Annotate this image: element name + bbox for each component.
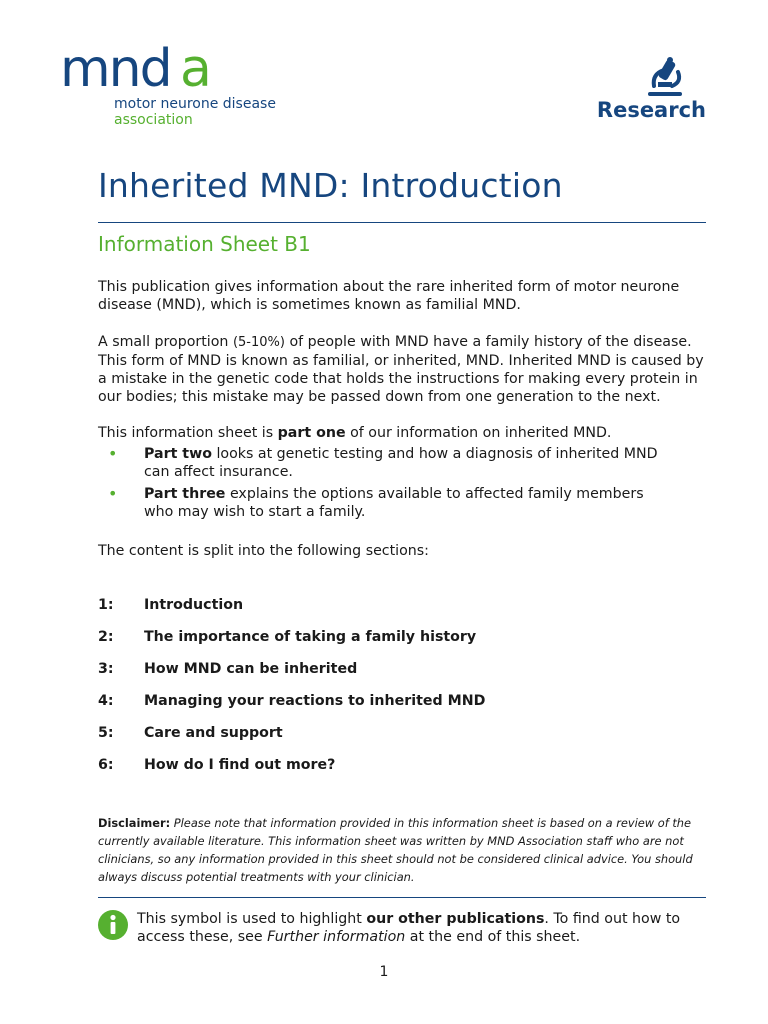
mnda-wordmark (60, 44, 230, 94)
section-number: 2: (98, 629, 114, 645)
proportion-text-end: of people with MND have a family history of the disease. This form of MND is known as familial, or inherited, MND. Inherited MND is caused by a mistake in the genetic code that holds the instructions for making every protein in our bodies; this mistake may be passed down from one generation to the next. (98, 334, 704, 405)
info-note-start: This symbol is used to highlight (137, 911, 367, 927)
section-item (98, 724, 698, 756)
section-number: 6: (98, 757, 114, 773)
intro-paragraph: This publication gives information about the rare inherited form of motor neurone disease (MND), which is sometimes known as familial MND. (98, 279, 680, 313)
research-label: Research (596, 98, 706, 122)
section-item (98, 692, 698, 724)
parts-bullet-list (98, 445, 706, 525)
section-title: The importance of taking a family history (144, 629, 477, 645)
bullet-part-two-text: looks at genetic testing and how a diagnosis of inherited MND can affect insurance. (144, 446, 658, 480)
part-one-text-end: of our information on inherited MND. (345, 425, 612, 441)
bullet-part-two (98, 445, 664, 481)
bullet-part-three (98, 485, 664, 521)
page-subtitle: Information Sheet B1 (98, 232, 311, 256)
bullet-part-three-text: explains the options available to affected family members who may wish to start a family. (144, 486, 644, 520)
page-number: 1 (379, 964, 389, 980)
bullet-dot: • (108, 484, 118, 503)
disclaimer (98, 814, 698, 886)
research-badge (566, 56, 706, 126)
info-note-further-information: Further information (267, 929, 406, 945)
sections-list (98, 596, 698, 788)
section-title: How MND can be inherited (144, 661, 358, 677)
section-item (98, 596, 698, 628)
part-one-text-start: This information sheet is (98, 425, 278, 441)
proportion-text-start: A small proportion (98, 334, 233, 350)
title-divider (98, 222, 706, 223)
part-one-paragraph (98, 424, 706, 442)
bullet-part-two-bold: Part two (144, 446, 212, 462)
disclaimer-divider (98, 897, 706, 898)
bullet-part-three-bold: Part three (144, 486, 226, 502)
section-title: Managing your reactions to inherited MND (144, 693, 486, 709)
section-number: 4: (98, 693, 114, 709)
disclaimer-label: Disclaimer: (98, 816, 171, 830)
part-one-bold: part one (277, 425, 346, 441)
info-note-middle: . To find out how to access these, see (137, 911, 681, 945)
proportion-percent: (5-10%) (232, 335, 285, 350)
section-title: How do I find out more? (144, 757, 336, 773)
page-title: Inherited MND: Introduction (98, 166, 563, 205)
mnda-logo (60, 44, 300, 134)
section-number: 1: (98, 597, 114, 613)
wordmark-a: a (180, 44, 212, 94)
microscope-icon (640, 56, 688, 98)
section-number: 5: (98, 725, 114, 741)
info-icon (98, 910, 128, 940)
info-note (137, 910, 707, 946)
logo-line-2: association (114, 112, 193, 128)
info-note-publications: our other publications (366, 911, 545, 927)
section-title: Introduction (144, 597, 244, 613)
disclaimer-text: Please note that information provided in this information sheet is based on a review of the currently available literature. This information sheet was written by MND Association staff who are not clinicians, so any information provided in this sheet should not be considered clinical advice. You should always discuss potential treatments with your clinician. (98, 816, 693, 884)
section-number: 3: (98, 661, 114, 677)
info-note-end: at the end of this sheet. (405, 929, 581, 945)
section-item (98, 628, 698, 660)
section-item (98, 660, 698, 692)
proportion-paragraph (98, 333, 706, 406)
section-title: Care and support (144, 725, 283, 741)
logo-line-1: motor neurone disease (114, 96, 276, 112)
sections-intro: The content is split into the following sections: (98, 543, 429, 559)
section-item (98, 756, 698, 788)
wordmark-mnd: mnd (60, 44, 171, 94)
bullet-dot: • (108, 444, 118, 463)
